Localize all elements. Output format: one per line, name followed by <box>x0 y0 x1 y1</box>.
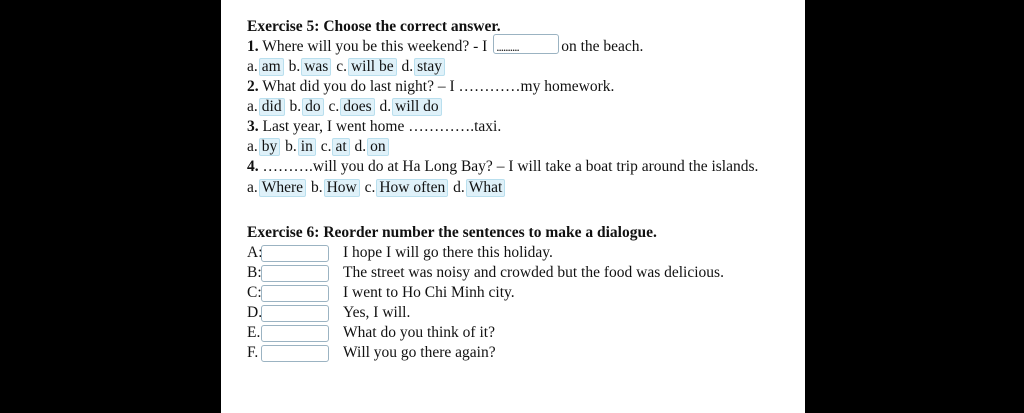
question-2-text: What did you do last night? – I …………my homework. <box>258 78 615 95</box>
question-3-text: Last year, I went home ………….taxi. <box>258 118 502 135</box>
question-1-number: 1. <box>247 38 259 55</box>
option-how[interactable]: How <box>324 179 360 197</box>
dialogue-label: A: <box>247 244 263 261</box>
order-input-box[interactable] <box>261 305 329 322</box>
option-label: c. <box>336 58 347 75</box>
question-2 <box>247 77 797 97</box>
answer-box-1[interactable]: .......... <box>493 34 559 54</box>
question-1-options <box>247 57 797 77</box>
option-how-often[interactable]: How often <box>376 179 448 197</box>
dialogue-item-a <box>247 243 797 263</box>
option-label: b. <box>288 58 301 75</box>
option-label: a. <box>247 58 258 75</box>
option-label: b. <box>310 179 323 196</box>
option-what[interactable]: What <box>466 179 506 197</box>
dialogue-label: D. <box>247 304 263 321</box>
question-1-text-end: on the beach. <box>561 38 644 55</box>
question-3 <box>247 117 797 137</box>
option-am[interactable]: am <box>259 58 284 76</box>
option-label: d. <box>401 58 414 75</box>
worksheet-page <box>221 0 805 413</box>
question-1 <box>247 37 797 57</box>
option-label: a. <box>247 138 258 155</box>
exercise-5-title: Exercise 5: Choose the correct answer. <box>247 18 501 35</box>
option-label: c. <box>364 179 376 196</box>
dialogue-item-f <box>247 343 797 363</box>
question-3-options <box>247 137 797 157</box>
dialogue-label: B: <box>247 264 262 281</box>
option-stay[interactable]: stay <box>414 58 445 76</box>
dialogue-item-d <box>247 303 797 323</box>
question-4-text: ……….will you do at Ha Long Bay? – I will take a boat trip around the islands. <box>258 158 759 175</box>
dialogue-item-e <box>247 323 797 343</box>
option-in[interactable]: in <box>298 138 316 156</box>
dialogue-sentence: I went to Ho Chi Minh city. <box>343 284 515 301</box>
option-will-be[interactable]: will be <box>348 58 397 76</box>
option-was[interactable]: was <box>301 58 331 76</box>
order-input-box[interactable] <box>261 345 329 362</box>
worksheet-content <box>247 17 797 363</box>
option-on[interactable]: on <box>367 138 389 156</box>
dialogue-label: F. <box>247 344 259 361</box>
option-label: a. <box>247 179 258 196</box>
order-input-box[interactable] <box>261 245 329 262</box>
question-1-text: Where will you be this weekend? - I <box>258 38 492 55</box>
order-input-box[interactable] <box>261 285 329 302</box>
dialogue-label: C: <box>247 284 262 301</box>
option-by[interactable]: by <box>259 138 281 156</box>
option-does[interactable]: does <box>340 98 374 116</box>
option-at[interactable]: at <box>332 138 349 156</box>
option-label: c. <box>320 138 332 155</box>
question-4-number: 4. <box>247 158 259 175</box>
dialogue-label: E. <box>247 324 261 341</box>
question-2-number: 2. <box>247 78 259 95</box>
dialogue-sentence: What do you think of it? <box>343 324 495 341</box>
option-label: b. <box>289 98 302 115</box>
dialogue-item-b <box>247 263 797 283</box>
question-3-number: 3. <box>247 118 259 135</box>
order-input-box[interactable] <box>261 325 329 342</box>
dialogue-sentence: Yes, I will. <box>343 304 411 321</box>
option-label: b. <box>285 138 297 155</box>
option-where[interactable]: Where <box>259 179 306 197</box>
option-label: c. <box>328 98 340 115</box>
option-label: d. <box>379 98 392 115</box>
option-did[interactable]: did <box>259 98 285 116</box>
option-do[interactable]: do <box>302 98 324 116</box>
dialogue-item-c <box>247 283 797 303</box>
dialogue-sentence: The street was noisy and crowded but the food was delicious. <box>343 264 724 281</box>
option-label: a. <box>247 98 258 115</box>
exercise-6-title: Exercise 6: Reorder number the sentences to make a dialogue. <box>247 224 657 241</box>
question-4-options <box>247 177 797 199</box>
section-spacer <box>247 199 797 223</box>
option-label: d. <box>354 138 367 155</box>
question-4 <box>247 157 782 177</box>
dialogue-sentence: I hope I will go there this holiday. <box>343 244 553 261</box>
order-input-box[interactable] <box>261 265 329 282</box>
dialogue-sentence: Will you go there again? <box>343 344 496 361</box>
option-will-do[interactable]: will do <box>392 98 442 116</box>
option-label: d. <box>453 179 465 196</box>
question-2-options <box>247 97 797 117</box>
